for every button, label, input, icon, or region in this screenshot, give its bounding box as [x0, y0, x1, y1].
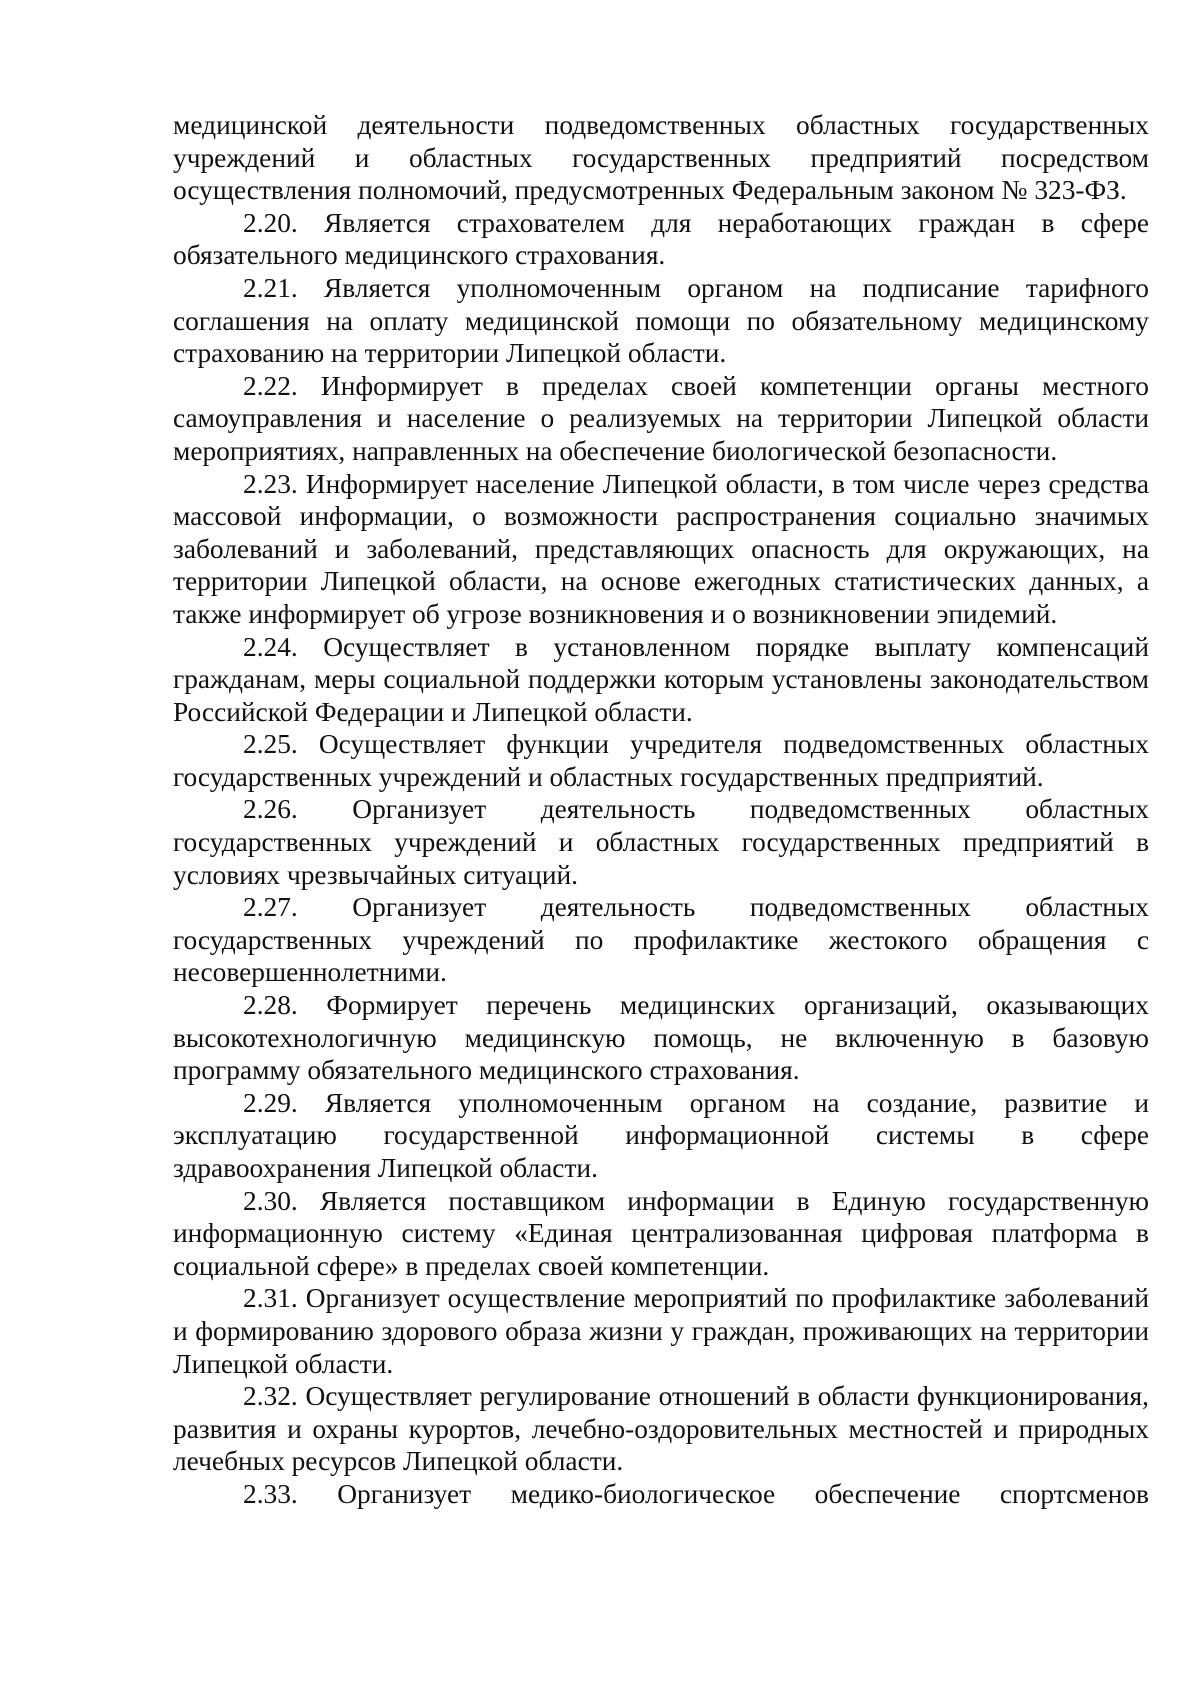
paragraph-2-33: 2.33. Организует медико-биологическое обеспечение спортсменов [243, 1478, 1149, 1509]
paragraph-2-21: 2.21. Является уполномоченным органом на подписание тарифного соглашения на оплату медицинской помощи по обязательному медицинскому страхованию на территории Липецкой области. [173, 272, 1149, 369]
paragraph-continuation: медицинской деятельности подведомственных областных государственных учреждений и областных государственных предприятий посредством осуществления полномочий, предусмотренных Федеральным законом № 323-ФЗ. [173, 110, 1149, 206]
paragraph-2-27: 2.27. Организует деятельность подведомственных областных государственных учреждений по профилактике жестокого обращения с несовершеннолетними. [173, 892, 1149, 988]
paragraph-2-24: 2.24. Осуществляет в установленном порядке выплату компенсаций гражданам, меры социальной поддержки которым установлены законодательством Российской Федерации и Липецкой области. [173, 631, 1149, 727]
paragraph-2-31: 2.31. Организует осуществление мероприятий по профилактике заболеваний и формированию здорового образа жизни у граждан, проживающих на территории Липецкой области. [173, 1283, 1149, 1379]
paragraph-2-28: 2.28. Формирует перечень медицинских организаций, оказывающих высокотехнологичную медицинскую помощь, не включенную в базовую программу обязательного медицинского страхования. [173, 990, 1149, 1086]
paragraph-2-22: 2.22. Информирует в пределах своей компетенции органы местного самоуправления и население о реализуемых на территории Липецкой области мероприятиях, направленных на обеспечение биологической безопасности. [173, 370, 1149, 466]
paragraph-2-29: 2.29. Является уполномоченным органом на создание, развитие и эксплуатацию государственной информационной системы в сфере здравоохранения Липецкой области. [173, 1087, 1149, 1183]
paragraph-2-23: 2.23. Информирует население Липецкой области, в том числе через средства массовой информации, о возможности распространения социально значимых заболеваний и заболеваний, представляющих опасность для окружающих, на территории Липецкой области, на основе ежегодных статистических данных, а также информирует об угрозе возникновения и о возникновении эпидемий. [173, 468, 1149, 629]
paragraph-2-32: 2.32. Осуществляет регулирование отношений в области функционирования, развития и охраны курортов, лечебно-оздоровительных местностей и природных лечебных ресурсов Липецкой области. [173, 1381, 1149, 1477]
paragraph-2-30: 2.30. Является поставщиком информации в Единую государственную информационную систему «Единая централизованная цифровая платформа в социальной сфере» в пределах своей компетенции. [173, 1185, 1149, 1281]
paragraph-2-25: 2.25. Осуществляет функции учредителя подведомственных областных государственных учреждений и областных государственных предприятий. [173, 729, 1149, 792]
document-body [173, 109, 1149, 1511]
paragraph-2-26: 2.26. Организует деятельность подведомственных областных государственных учреждений и областных государственных предприятий в условиях чрезвычайных ситуаций. [173, 794, 1149, 890]
paragraph-2-20: 2.20. Является страхователем для неработающих граждан в сфере обязательного медицинского страхования. [173, 207, 1149, 271]
